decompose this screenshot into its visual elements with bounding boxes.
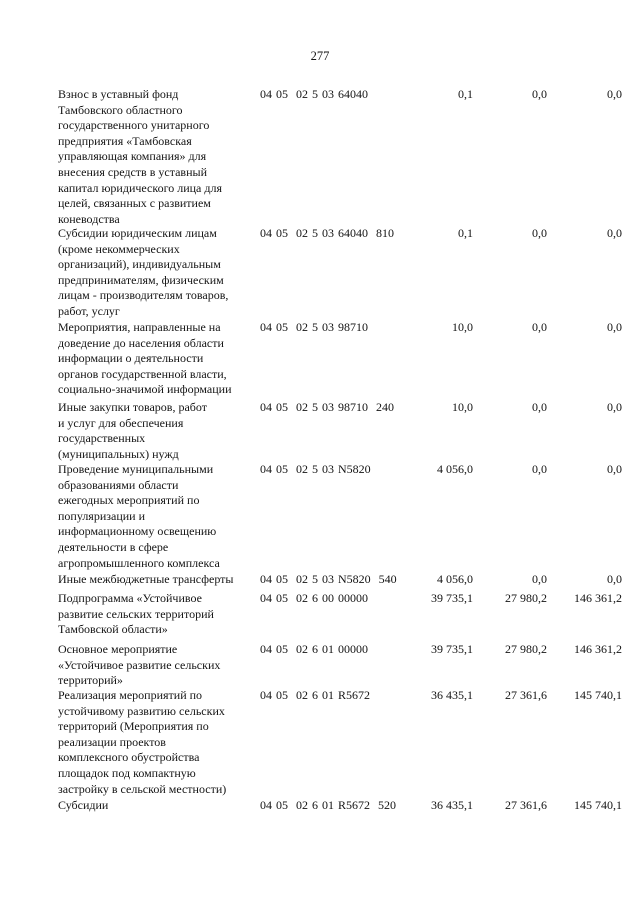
row-code: 04 05 02 5 03 N5820 xyxy=(260,462,371,476)
row-name: Основное мероприятие «Устойчивое развитие сельских территорий» xyxy=(58,642,221,688)
row-value-3: 0,0 xyxy=(607,400,622,414)
row-value-1: 0,1 xyxy=(458,87,473,101)
row-value-2: 0,0 xyxy=(532,400,547,414)
row-code: 04 05 02 6 01 00000 xyxy=(260,642,368,656)
row-value-2: 27 980,2 xyxy=(505,642,547,656)
row-name: Субсидии xyxy=(58,798,109,812)
row-value-2: 0,0 xyxy=(532,320,547,334)
row-value-3: 146 361,2 xyxy=(574,642,622,656)
row-code: 04 05 02 6 00 00000 xyxy=(260,591,368,605)
row-value-1: 0,1 xyxy=(458,226,473,240)
row-value-3: 0,0 xyxy=(607,320,622,334)
row-code: 04 05 02 5 03 N5820 540 xyxy=(260,572,397,586)
row-value-3: 146 361,2 xyxy=(574,591,622,605)
row-value-3: 0,0 xyxy=(607,226,622,240)
row-value-2: 0,0 xyxy=(532,226,547,240)
row-value-1: 36 435,1 xyxy=(431,798,473,812)
row-name: Взнос в уставный фонд Тамбовского областного государственного унитарного предприятия «Тамбовская управляющая компания» для внесения средств в уставный капитал юридического лица для целей, связанных с развитием коневодства xyxy=(58,87,222,226)
row-value-3: 0,0 xyxy=(607,572,622,586)
row-value-1: 4 056,0 xyxy=(437,462,473,476)
row-value-2: 27 361,6 xyxy=(505,798,547,812)
row-name: Подпрограмма «Устойчивое развитие сельских территорий Тамбовской области» xyxy=(58,591,214,637)
row-name: Иные закупки товаров, работ и услуг для обеспечения государственных (муниципальных) нужд xyxy=(58,400,207,461)
row-value-2: 0,0 xyxy=(532,572,547,586)
row-name: Проведение муниципальными образованиями области ежегодных мероприятий по популяризации и информационному освещению деятельности в сфере агропромышленного комплекса xyxy=(58,462,220,570)
row-value-1: 39 735,1 xyxy=(431,642,473,656)
row-value-3: 145 740,1 xyxy=(574,798,622,812)
row-value-1: 10,0 xyxy=(452,400,473,414)
row-value-1: 39 735,1 xyxy=(431,591,473,605)
page-number: 277 xyxy=(310,49,330,63)
row-value-2: 27 361,6 xyxy=(505,688,547,702)
row-code: 04 05 02 5 03 64040 xyxy=(260,87,368,101)
row-value-2: 27 980,2 xyxy=(505,591,547,605)
row-value-2: 0,0 xyxy=(532,462,547,476)
row-code: 04 05 02 5 03 64040 810 xyxy=(260,226,394,240)
row-name: Иные межбюджетные трансферты xyxy=(58,572,234,586)
row-value-2: 0,0 xyxy=(532,87,547,101)
row-code: 04 05 02 6 01 R5672 xyxy=(260,688,371,702)
row-value-3: 0,0 xyxy=(607,87,622,101)
row-value-1: 36 435,1 xyxy=(431,688,473,702)
row-name: Мероприятия, направленные на доведение до населения области информации о деятельности органов государственной власти, социально-значимой информации xyxy=(58,320,232,397)
row-value-1: 4 056,0 xyxy=(437,572,473,586)
row-name: Реализация мероприятий по устойчивому развитию сельских территорий (Мероприятия по реализации проектов комплексного обустройства площадок под компактную застройку в сельской местности) xyxy=(58,688,227,796)
row-value-3: 0,0 xyxy=(607,462,622,476)
row-value-1: 10,0 xyxy=(452,320,473,334)
row-name: Субсидии юридическим лицам (кроме некоммерческих организаций), индивидуальным предпринимателям, физическим лицам - производителям товаров, работ, услуг xyxy=(58,226,229,318)
row-code: 04 05 02 5 03 98710 xyxy=(260,320,368,334)
row-code: 04 05 02 5 03 98710 240 xyxy=(260,400,394,414)
row-code: 04 05 02 6 01 R5672 520 xyxy=(260,798,397,812)
row-value-3: 145 740,1 xyxy=(574,688,622,702)
